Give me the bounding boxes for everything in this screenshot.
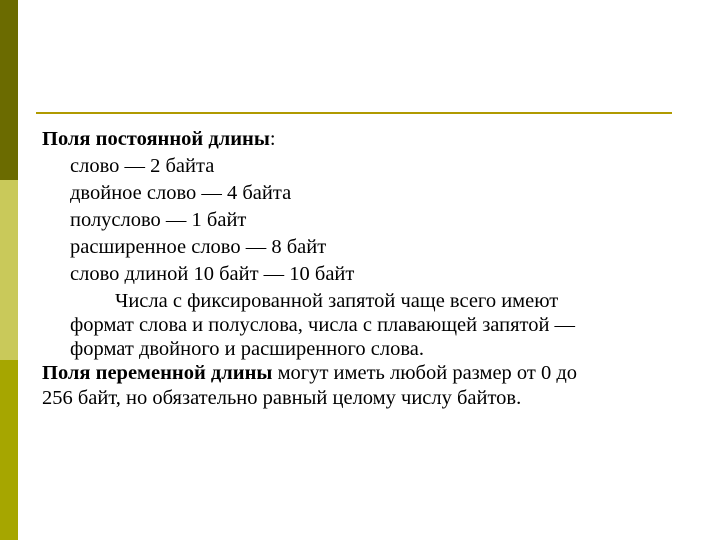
variable-length-line-1 — [42, 361, 682, 386]
fixed-length-heading — [42, 126, 682, 153]
list-item: расширенное слово — 8 байт — [70, 236, 327, 258]
list-item: двойное слово — 4 байта — [70, 182, 292, 204]
list-item: полуслово — 1 байт — [70, 209, 247, 231]
variable-length-line-2: 256 байт, но обязательно равный целому числу байтов. — [42, 387, 522, 409]
note-line: Числа с фиксированной запятой чаще всего имеют — [115, 290, 559, 312]
decorative-stripe-top — [0, 0, 18, 180]
list-item: слово — 2 байта — [70, 155, 215, 177]
heading-colon: : — [269, 128, 276, 150]
note-line: формат двойного и расширенного слова. — [70, 338, 424, 360]
variable-length-text: могут иметь любой размер от 0 до — [272, 362, 578, 384]
variable-length-heading: Поля переменной длины — [42, 362, 273, 384]
fixed-length-heading-text: Поля постоянной длины — [42, 128, 270, 150]
slide-body — [42, 126, 682, 411]
list-item: слово длиной 10 байт — 10 байт — [70, 263, 355, 285]
note-line: формат слова и полуслова, числа с плавающей запятой — — [70, 314, 576, 336]
title-divider-line — [36, 112, 672, 114]
decorative-stripe-bottom — [0, 360, 18, 540]
variable-length-paragraph — [42, 361, 682, 411]
fixed-point-note — [42, 289, 682, 361]
decorative-stripe-middle — [0, 180, 18, 360]
